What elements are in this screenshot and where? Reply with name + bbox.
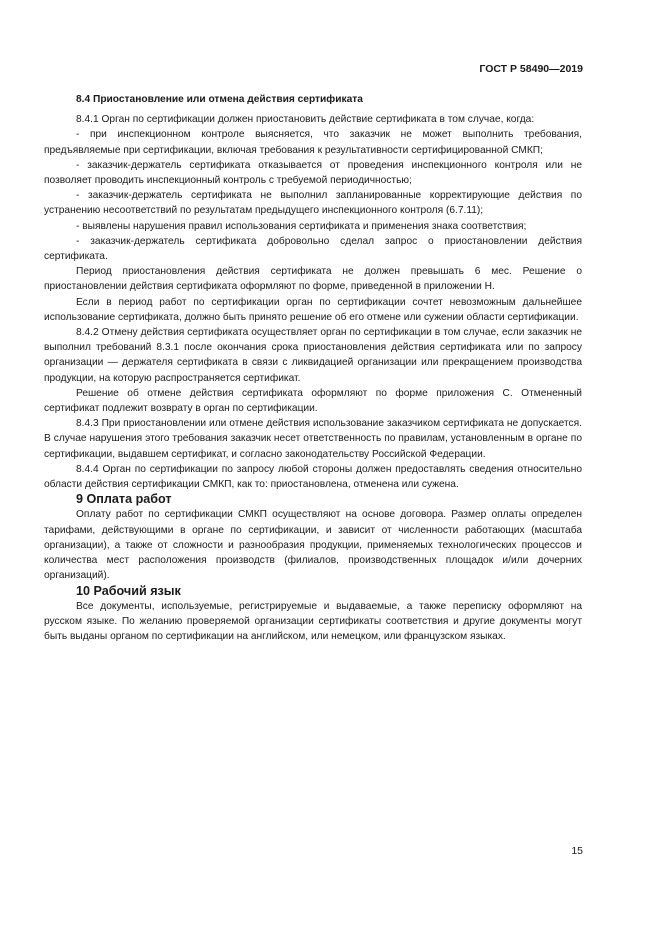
paragraph-suspension-period: Период приостановления действия сертификата не должен превышать 6 мес. Решение о приостановлении действия сертификата оформляют по форме, приведенной в приложении Н.	[44, 266, 582, 293]
list-item-violations: - выявлены нарушения правил использования сертификата и применения знака соответствия;	[76, 220, 527, 232]
subsection-title-8-4: 8.4 Приостановление или отмена действия сертификата	[76, 94, 363, 105]
section-title-9: 9 Оплата работ	[76, 492, 172, 507]
paragraph-payment: Оплату работ по сертификации СМКП осуществляют на основе договора. Размер оплаты определен тарифами, действующими в органе по сертификации, и зависит от численности работающих (масштаба организации), а также от сложности и разнообразия продукции, применяемых технологических процессов и количества мест расположения производств (филиалов, производственных площадок и/или дочерних организаций).	[44, 509, 582, 582]
page-content	[44, 92, 582, 644]
list-item-inspection: - при инспекционном контроле выясняется, что заказчик не может выполнить требования, предъявляемые при сертификации, включая требования к результативности сертифицированной СМКП;	[44, 129, 582, 156]
paragraph-working-language: Все документы, используемые, регистрируемые и выдаваемые, а также переписку оформляют на русском языке. По желанию проверяемой организации сертификаты соответствия и другие документы могут быть выданы органом по сертификации на английском, или немецком, или французском языках.	[44, 600, 582, 643]
section-title-10: 10 Рабочий язык	[76, 583, 181, 598]
paragraph-8-4-1: 8.4.1 Орган по сертификации должен приостановить действие сертификата в том случае, когда:	[76, 114, 535, 126]
standard-code: ГОСТ Р 58490—2019	[479, 63, 583, 75]
paragraph-8-4-3: 8.4.3 При приостановлении или отмене действия использование заказчиком сертификата не допускается. В случае нарушения этого требования заказчик несет ответственность по правилам, установленным в органе по сертификации, выдавшем сертификат, и согласно законодательству Российской Федерации.	[44, 418, 582, 460]
paragraph-cancellation-form: Решение об отмене действия сертификата оформляют по форме приложения С. Отмененный сертификат подлежит возврату в орган по сертификации.	[44, 387, 582, 415]
list-item-refusal: - заказчик-держатель сертификата отказывается от проведения инспекционного контроля или не позволяет проводить инспекционный контроль с требуемой периодичностью;	[44, 159, 582, 187]
paragraph-8-4-2: 8.4.2 Отмену действия сертификата осуществляет орган по сертификации в том случае, если заказчик не выполнил требований 8.3.1 после окончания срока приостановления действия сертификата или по запросу организации — держателя сертификата в связи с ликвидацией организации или прекращением производства продукции, на которую распространяется сертификат.	[44, 327, 582, 384]
page-number: 15	[571, 845, 583, 857]
list-item-corrective-actions: - заказчик-держатель сертификата не выполнил запланированные корректирующие действия по устранению несоответствий по результатам предыдущего инспекционного контроля (6.7.11);	[44, 190, 582, 217]
list-item-voluntary-request: - заказчик-держатель сертификата добровольно сделал запрос о приостановлении действия сертификата.	[44, 235, 582, 263]
paragraph-8-4-4: 8.4.4 Орган по сертификации по запросу любой стороны должен предоставлять сведения относительно области действия сертификации СМКП, как то: приостановлена, отменена или сужена.	[44, 463, 582, 491]
paragraph-cancellation-decision: Если в период работ по сертификации орган по сертификации сочтет невозможным дальнейшее использование сертификата, должно быть принято решение об его отмене или сужении области сертификации.	[44, 296, 582, 323]
